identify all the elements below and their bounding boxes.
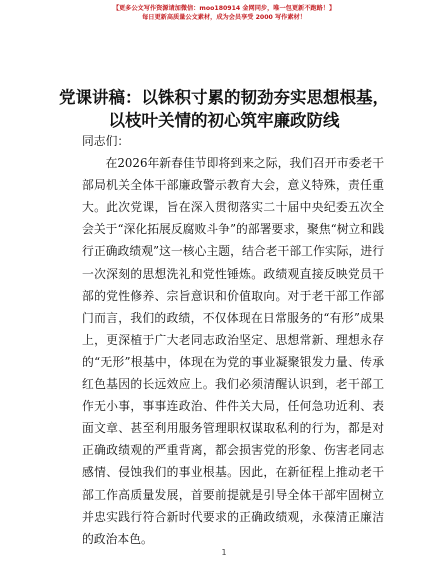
document-title xyxy=(30,86,418,132)
promo-banner-line-1: 【更多公文写作资源请加微信：moo180914 金网同步，唯一包更新不跑路！】 xyxy=(112,5,336,12)
body-paragraph: 在2026年新春佳节即将到来之际，我们召开市委老干部局机关全体干部廉政警示教育大会，意义特殊，责任重大。此次党课，旨在深入贯彻落实二十届中央纪委五次全会关于“深化拓展反腐败斗争”的部署要求，聚焦“树立和践行正确政绩观”这一核心主题，结合老干部工作实际，进行一次深刻的思想洗礼和党性锤炼。政绩观直接反映党员干部的党性修养、宗旨意识和价值取向。对于老干部工作部门而言，我们的政绩，不仅体现在日常服务的“有形”成果上，更深植于广大老同志政治坚定、思想常新、理想永存的“无形”根基中，体现在为党的事业凝聚银发力量、传承红色基因的长远效应上。我们必须清醒认识到，老干部工作无小事，事事连政治、件件关大局，任何急功近利、表面文章、甚至利用服务管理职权谋取私利的行为，都是对正确政绩观的严重背离，都会损害党的形象、伤害老同志感情、侵蚀我们的事业根基。因此，在新征程上推动老干部工作高质量发展，首要前提就是引导全体干部牢固树立并忠实践行符合新时代要求的正确政绩观，永葆清正廉洁的政治本色。 xyxy=(82,156,384,546)
promo-banner xyxy=(0,4,448,22)
salutation: 同志们： xyxy=(82,134,130,148)
title-line-2: 以枝叶关情的初心筑牢廉政防线 xyxy=(108,111,340,130)
promo-banner-line-2: 每日更新高质量公文素材，成为会员享受 2000 写作素材！ xyxy=(142,14,306,21)
page-number: 1 xyxy=(221,548,227,557)
document-body xyxy=(82,130,384,550)
title-line-1: 党课讲稿：以铢积寸累的韧劲夯实思想根基， xyxy=(59,88,389,107)
